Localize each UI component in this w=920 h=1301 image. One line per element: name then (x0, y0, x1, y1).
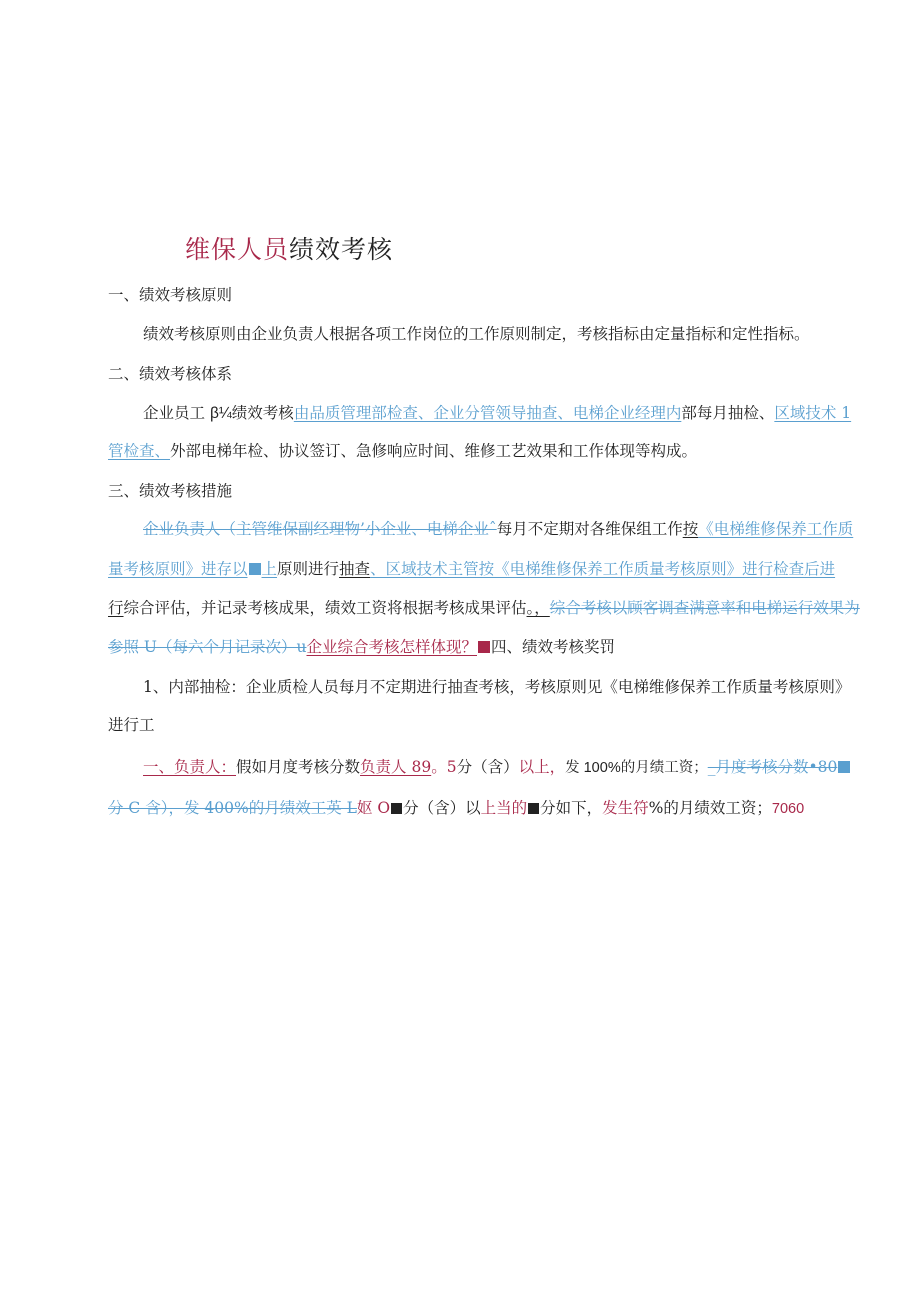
s2-inserted-text: 管检查、 (108, 442, 171, 460)
s4-revised-text: 负责人 89 (360, 758, 432, 776)
s2-text: 绩效考核 (231, 404, 294, 422)
s3-deleted-text: 参照 U（每六个月记录次）u (108, 638, 307, 656)
title-part-revised: 维保人员 (185, 235, 290, 264)
section-3-heading: 三、绩效考核措施 (108, 482, 233, 500)
s3-inserted-text: 上 (261, 560, 278, 578)
s3-inserted-text: 、区域技术主管按《电梯维修保养工作质量考核原则》进行检查后进 (370, 560, 836, 578)
section-3-line-4 (108, 636, 615, 658)
revision-marker-icon (249, 563, 261, 575)
s4-deleted-text: _月度考核分数•80 (707, 758, 838, 776)
section-3-line-3 (108, 597, 860, 619)
s4-revised-text: 上当的 (480, 799, 528, 817)
s4-text: 假如月度考核分数 (236, 758, 361, 776)
s3-inserted-text: 量考核原则》进存以 (108, 560, 248, 578)
section-4-para-1: 1、内部抽检：企业质检人员每月不定期进行抽查考核，考核原则见《电梯维修保养工作质量考核原则》 (143, 678, 851, 696)
revision-marker-icon (478, 641, 490, 653)
s4-deleted-text: 分 C 含），发 400%的月绩效工英 L (108, 799, 357, 817)
s4-revised-text: 7060 (771, 801, 805, 817)
placeholder-square-icon (391, 803, 402, 814)
s3-deleted-text: 综合考核以顾客调查满意率和电梯运行效果为 (549, 599, 860, 617)
s3-text: 抽查 (339, 560, 371, 578)
section-1-heading: 一、绩效考核原则 (108, 286, 233, 304)
s4-revised-text: 。5 (431, 758, 457, 776)
s2-inserted-text: 由品质管理部检查、企业分管领导抽查、电梯企业经理内 (293, 404, 682, 422)
s4-text: 分（含）以 (403, 799, 481, 817)
s3-deleted-text: 企业负责人（主管维保副经理物’小企业、电梯企业ˆ (143, 520, 497, 538)
s3-inserted-text: 《电梯维修保养工作质 (698, 520, 854, 538)
s3-text: 每月不定期对各维保组工作 (496, 520, 683, 538)
section-2-line-2 (108, 440, 697, 462)
s2-text: 企业员工 (143, 404, 206, 422)
s4-revised-text: 发生符 (602, 799, 649, 817)
title-part-original: 绩效考核 (289, 235, 394, 264)
s4-revised-text: 妪 O (356, 799, 391, 817)
s4-revised-text: 一、负责人： (143, 758, 237, 776)
s3-text: 按 (682, 520, 699, 538)
s3-text: 原则进行 (277, 560, 340, 578)
s3-text: 综合评估，并记录考核成果，绩效工资将根据考核成果评估 (123, 599, 527, 617)
s4-text: %的月绩效工资； (648, 799, 772, 817)
s3-text: 。， (526, 599, 550, 617)
placeholder-square-icon (528, 803, 539, 814)
s2-text: 外部电梯年检、协议签订、急修响应时间、维修工艺效果和工作体现等构成。 (170, 442, 698, 460)
section-4-line-1 (143, 756, 851, 779)
s2-text: 部每月抽检、 (681, 404, 775, 422)
s2-symbol: β¼ (209, 405, 232, 422)
section-2-line-1 (143, 402, 851, 425)
s3-revised-text: 企业综合考核怎样体现？ (306, 638, 477, 656)
section-3-line-2 (108, 558, 835, 580)
revision-marker-icon (838, 761, 850, 773)
section-3-line-1 (143, 518, 853, 540)
s4-revised-text: 以上， (518, 758, 566, 776)
s3-text: 四、绩效考核奖罚 (491, 638, 616, 656)
section-2-heading: 二、绩效考核体系 (108, 365, 233, 383)
s2-inserted-text: 区域技术 1 (774, 404, 852, 422)
s4-text: 发 100%的月绩工资； (565, 760, 708, 776)
s4-text: 分如下， (540, 799, 603, 817)
s4-text: 分（含） (456, 758, 519, 776)
section-1-body: 绩效考核原则由企业负责人根据各项工作岗位的工作原则制定，考核指标由定量指标和定性指标。 (143, 325, 810, 343)
document-title (185, 233, 393, 267)
s3-text: 行 (108, 599, 124, 617)
section-4-para-1-cont: 进行工 (108, 716, 155, 734)
section-4-line-2 (108, 797, 804, 820)
